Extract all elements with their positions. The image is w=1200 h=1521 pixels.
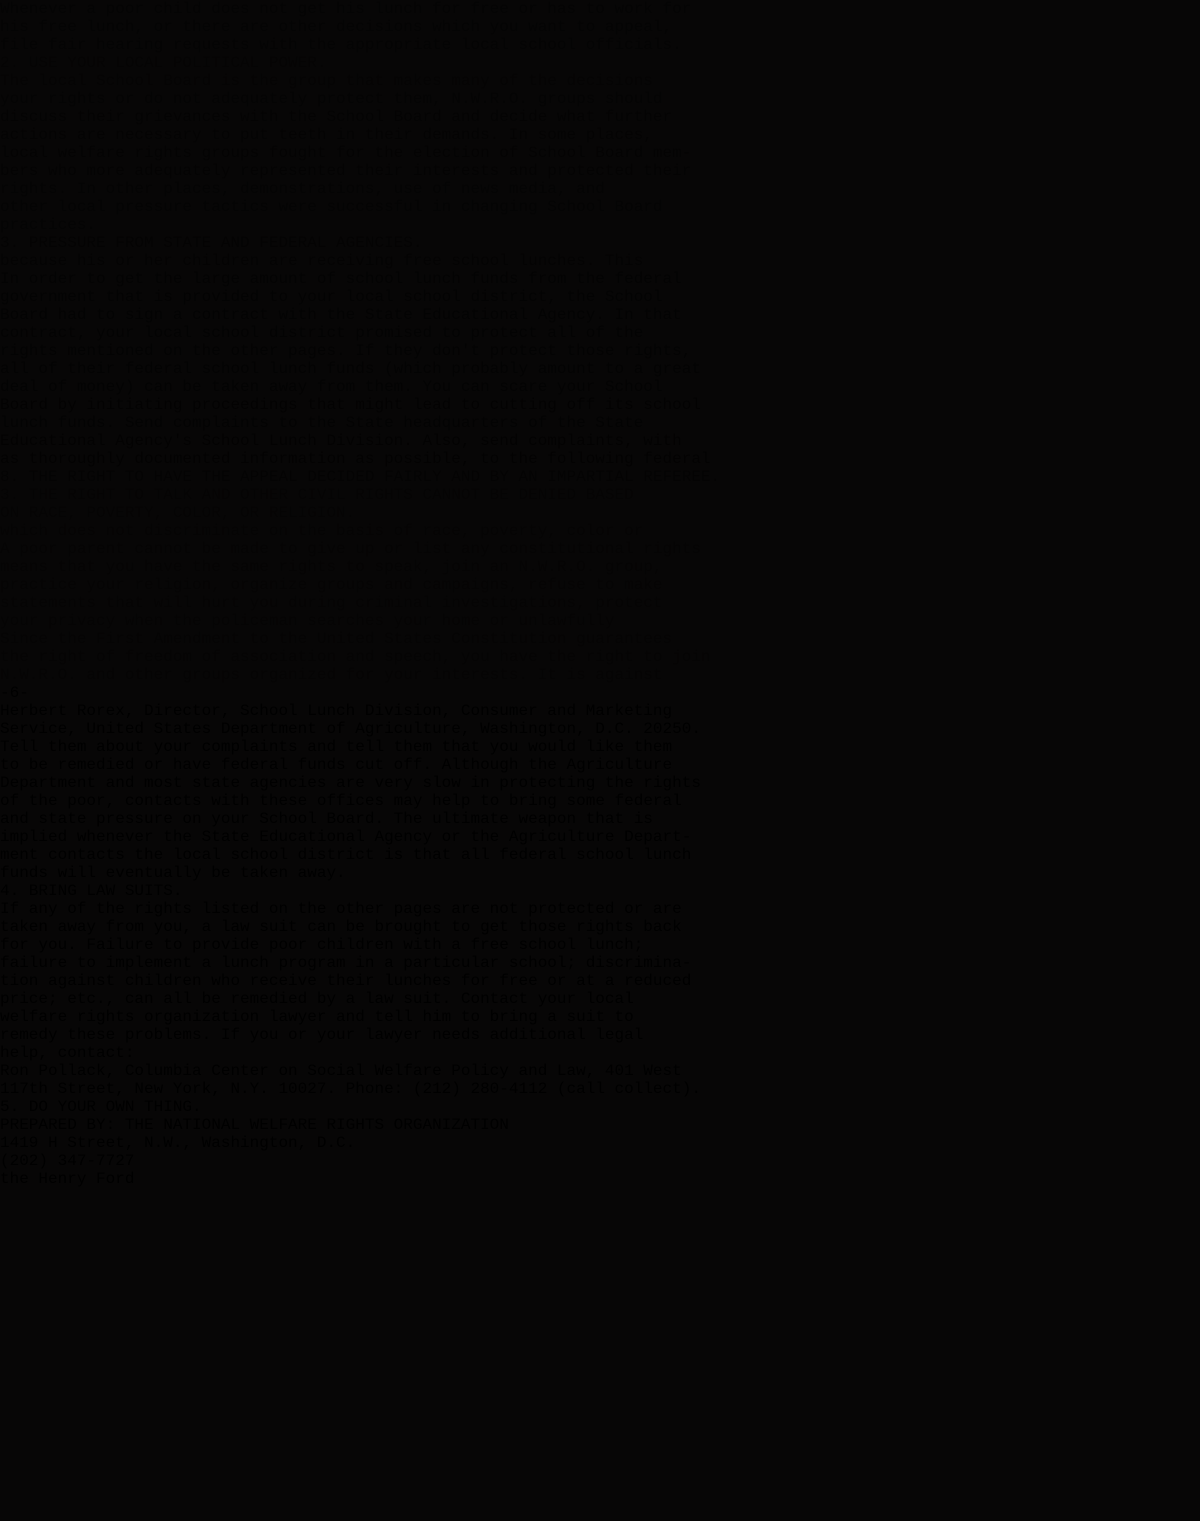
bleed-mirrored-line: Board had to sign a contract with the State Educational Agency. In that <box>0 306 682 324</box>
bleed-mirrored-line: file fair hearing requests with the appropriate local school officials. <box>0 36 682 54</box>
text-segment: failure to implement a lunch program in a particular school; discrimina- <box>0 954 692 972</box>
text-segment: help, contact: <box>0 1044 135 1062</box>
typewritten-content <box>0 684 1200 1170</box>
text-line <box>0 936 1200 954</box>
bleed-ghost-line: 3. THE RIGHT TO TALK AND OTHER CIVIL RIGHTS CANNOT BE DENIED BASED <box>0 486 634 504</box>
text-line <box>0 738 1200 756</box>
text-line <box>0 1134 1200 1152</box>
bleed-mirrored-line: because his or her children are receiving free school lunches. This <box>0 252 644 270</box>
bleed-ghost-line: your privacy when the policeman searches your home or unlawfully <box>0 612 615 630</box>
text-line <box>0 990 1200 1008</box>
text-segment: or at a reduced <box>537 972 692 990</box>
text-line <box>0 918 1200 936</box>
bleed-mirrored-line: local welfare rights groups fought for the election of School Board mem- <box>0 144 692 162</box>
text-line <box>0 1080 1200 1098</box>
text-segment: -6- <box>0 684 29 702</box>
text-line <box>0 1044 1200 1062</box>
text-segment: a <box>547 1008 557 1026</box>
text-segment: 117th Street, New York, N.Y. 10027. Phone: (212) 280-4112 <box>0 1080 548 1098</box>
bleed-mirrored-line: as thoroughly documented information as possible, to the following federal <box>0 450 711 468</box>
text-line <box>0 810 1200 828</box>
text-segment: for you. Failure to provide poor children with a free school lunch; <box>0 936 644 954</box>
text-segment: tion against children who receive their lunches for <box>0 972 500 990</box>
logo-word-ford: Ford <box>96 1170 135 1188</box>
text-segment: PREPARED BY: THE NATIONAL WELFARE RIGHTS ORGANIZATION <box>0 1116 509 1134</box>
henry-ford-logo <box>0 1170 1200 1188</box>
bleed-mirrored-line: 2. USE YOUR LOCAL POLITICAL POWER. <box>0 54 327 72</box>
text-segment: 1419 H Street, N.W., Washington, D.C. <box>0 1134 356 1152</box>
text-segment: suit to <box>556 1008 634 1026</box>
bleed-mirrored-line: practices. <box>0 216 97 234</box>
text-segment: taken away from you, a law suit can be brought to get those rights back <box>0 918 682 936</box>
text-line <box>0 684 1200 702</box>
bleed-ghost-line: practice your religion, organize groups and campaigns, refuse to make <box>0 576 663 594</box>
page-number <box>0 684 1200 702</box>
prepared-by-block <box>0 1116 1200 1170</box>
text-segment: to be remedied or have federal funds cut off. Although the Agriculture <box>0 756 673 774</box>
bleed-mirrored-line: all of their federal school lunch funds (which probably amount to a great <box>0 360 701 378</box>
text-segment: (202) 347-7727 <box>0 1152 135 1170</box>
text-line <box>0 1062 1200 1080</box>
text-segment: Tell them about your complaints and tell them that you would like them <box>0 738 673 756</box>
bleed-ghost-line: ON RACE, POVERTY, COLOR, OR RELIGION. <box>0 504 356 522</box>
bleed-mirrored-line: Board by initiating proceedings that might lead to cutting off its school <box>0 396 701 414</box>
bleed-mirrored-line: Educational Agency's School Lunch Division. Also, send complaints, with <box>0 432 682 450</box>
text-segment: free <box>499 972 538 990</box>
bleed-mirrored-line: rights. In other places, demonstrations, use of news media, and <box>0 180 605 198</box>
bleed-ghost-line: 8. THE RIGHT TO HAVE THE APPEAL DECIDED FAIRLY AND BY AN IMPARTIAL REFEREE. <box>0 468 721 486</box>
text-segment: Department and most state agencies are very slow in protecting the rights <box>0 774 701 792</box>
bleed-mirrored-line: 3. PRESSURE FROM STATE AND FEDERAL AGENCIES. <box>0 234 423 252</box>
section-4-heading <box>0 882 1200 900</box>
text-line <box>0 720 1200 738</box>
text-line <box>0 828 1200 846</box>
text-segment <box>547 1080 557 1098</box>
bleed-ghost-line: means that you have the same rights to speak, join an N.W.R.O. group, <box>0 558 663 576</box>
bleed-mirrored-line: your rights or do not adequately protect them, N.W.R.O. groups should <box>0 90 663 108</box>
text-segment: price; etc., can all be remedied by a law suit. Contact your local <box>0 990 634 1008</box>
bleed-ghost-line: Since the First Amendment to the United States Constitution guarantees <box>0 630 673 648</box>
contact-reference <box>0 1062 1200 1098</box>
text-line <box>0 1098 1200 1116</box>
text-line <box>0 756 1200 774</box>
text-segment: ment contacts the local school district is that all federal school lunch <box>0 846 692 864</box>
text-line <box>0 972 1200 990</box>
text-line <box>0 954 1200 972</box>
text-segment: and state pressure on your School Board. The ultimate weapon that is <box>0 810 653 828</box>
bleed-ghost-line: the right of freedom of association and speech, you have the right to join <box>0 648 711 666</box>
text-segment: 5. DO YOUR OWN THING. <box>0 1098 202 1116</box>
text-line <box>0 1152 1200 1170</box>
text-line <box>0 900 1200 918</box>
text-segment: funds will eventually be taken away. <box>0 864 346 882</box>
text-segment: . <box>691 1080 701 1098</box>
bleed-mirrored-line: his free lunch, or there are other decisions which you want to appeal, <box>0 18 673 36</box>
bleed-mirrored-line: The local School Board is the group that makes many of the decisions <box>0 72 653 90</box>
text-line <box>0 774 1200 792</box>
bleed-mirrored-line: contract, your local school district promised to protect all of the <box>0 324 644 342</box>
bleed-mirrored-line: rights mentioned on the other pages. If they don't protect those rights, <box>0 342 692 360</box>
address-paragraph <box>0 702 1200 882</box>
bleed-ghost-line: N.W.R.O. and other groups organized for your interests. It is against <box>0 666 663 684</box>
text-line <box>0 792 1200 810</box>
text-line <box>0 846 1200 864</box>
bleed-mirrored-line: actions are necessary to put teeth in their demands. In some places, <box>0 126 653 144</box>
bleed-mirrored-line: In order to get the large amount of school lunch funds from the federal <box>0 270 682 288</box>
text-segment: Ron Pollack, Columbia Center on Social Welfare Policy and Law, 401 West <box>0 1062 682 1080</box>
text-segment: Service, United States Department of Agriculture, Washington, D.C. 20250 <box>0 720 692 738</box>
text-segment: Herbert Rorex, Director, School Lunch Division, Consumer and Marketing <box>0 702 673 720</box>
text-segment: If any of the rights listed on the other pages are not protected or are <box>0 900 682 918</box>
text-line <box>0 864 1200 882</box>
section-4-paragraph <box>0 900 1200 1062</box>
text-line <box>0 882 1200 900</box>
text-segment: . <box>691 720 701 738</box>
text-segment: (call collect) <box>556 1080 692 1098</box>
bleed-mirrored-line: lunch funds. Send complaints to the State headquarters of the State <box>0 414 644 432</box>
text-line <box>0 1116 1200 1134</box>
text-line <box>0 1026 1200 1044</box>
logo-word-henry: Henry <box>38 1170 87 1188</box>
bleed-ghost-line: statements that will hurt you during criminal investigations, protect <box>0 594 663 612</box>
text-segment: help to bring some federal <box>422 792 682 810</box>
bleed-mirrored-line: bers who more adequately represented their interests and protected their <box>0 162 692 180</box>
bleed-mirrored-line: other local pressure tactics were successful in changing School Board <box>0 198 663 216</box>
bleed-mirrored-line: discuss their grievances with the School Board and decide what further <box>0 108 673 126</box>
bleed-mirrored-line: deal of money) can be taken away from them. You can scare your School <box>0 378 663 396</box>
text-segment: may <box>393 792 423 810</box>
text-segment: 4. BRING LAW SUITS. <box>0 882 183 900</box>
text-line <box>0 702 1200 720</box>
section-5-heading <box>0 1098 1200 1116</box>
bleed-ghost-line: which does not discriminate on the basis of race, poverty, color or <box>0 522 644 540</box>
text-segment: welfare rights organization lawyer and tell him to bring <box>0 1008 548 1026</box>
text-segment: of the poor, contacts with these offices <box>0 792 394 810</box>
bleed-ghost-line: A poor parent cannot be made to give up or list any constitutional rights <box>0 540 701 558</box>
bleedthrough-layer <box>0 0 1200 684</box>
logo-word-the: the <box>0 1170 29 1188</box>
text-line <box>0 1008 1200 1026</box>
text-segment: implied whenever the State Educational Agency or the Agriculture Depart- <box>0 828 692 846</box>
text-segment: remedy these problems. If you or your lawyer needs additional legal <box>0 1026 644 1044</box>
bleed-mirrored-line: Whenever a poor child does not get his lunch for free or has to work for <box>0 0 692 18</box>
bleed-mirrored-line: government that is provided to your local school district, the School <box>0 288 663 306</box>
